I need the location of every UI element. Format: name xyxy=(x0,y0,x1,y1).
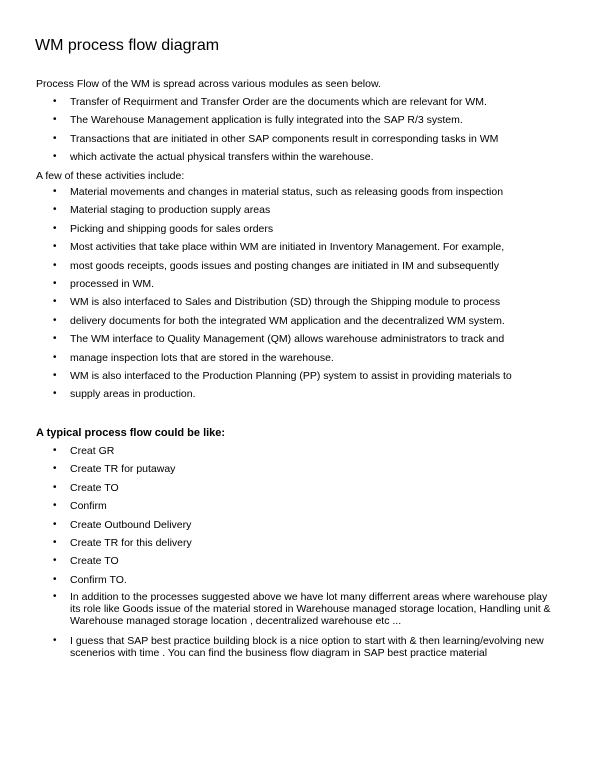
list-item: • Material movements and changes in material status, such as releasing goods from inspection xyxy=(0,183,600,201)
list-item: • supply areas in production. xyxy=(0,385,600,403)
list-item: • In addition to the processes suggested above we have lot many differrent areas where warehouse play its role like Goods issue of the material stored in Warehouse managed storage location, Handling unit & Warehouse managed storage location , decentralized warehouse etc ... xyxy=(0,591,555,627)
list-item: • delivery documents for both the integrated WM application and the decentralized WM system. xyxy=(0,312,600,330)
list-item: • Transactions that are initiated in other SAP components result in corresponding tasks in WM xyxy=(0,130,600,148)
list-item: • processed in WM. xyxy=(0,275,600,293)
list-item: • manage inspection lots that are stored in the warehouse. xyxy=(0,349,600,367)
list-item: • Create TO xyxy=(0,479,600,497)
activities-list xyxy=(0,183,600,404)
list-item: • which activate the actual physical transfers within the warehouse. xyxy=(0,148,600,166)
process-heading: A typical process flow could be like: xyxy=(36,427,226,439)
notes-list xyxy=(0,591,600,667)
list-item: • Create Outbound Delivery xyxy=(0,516,600,534)
list-item: • most goods receipts, goods issues and posting changes are initiated in IM and subsequently xyxy=(0,257,600,275)
list-item: • The WM interface to Quality Management (QM) allows warehouse administrators to track and xyxy=(0,330,600,348)
list-item: • Create TO xyxy=(0,552,600,570)
activities-intro: A few of these activities include: xyxy=(36,170,185,182)
process-steps-list xyxy=(0,442,600,589)
list-item: • Create TR for putaway xyxy=(0,460,600,478)
list-item: • Most activities that take place within WM are initiated in Inventory Management. For example, xyxy=(0,238,600,256)
page-title: WM process flow diagram xyxy=(35,37,220,54)
list-item: • Confirm TO. xyxy=(0,571,600,589)
list-item: • Picking and shipping goods for sales orders xyxy=(0,220,600,238)
list-item: • Create TR for this delivery xyxy=(0,534,600,552)
list-item: • WM is also interfaced to the Production Planning (PP) system to assist in providing materials to xyxy=(0,367,600,385)
list-item: • Transfer of Requirment and Transfer Order are the documents which are relevant for WM. xyxy=(0,93,600,111)
list-item: • Material staging to production supply areas xyxy=(0,201,600,219)
list-item: • Confirm xyxy=(0,497,600,515)
list-item: • WM is also interfaced to Sales and Distribution (SD) through the Shipping module to process xyxy=(0,293,600,311)
intro-paragraph: Process Flow of the WM is spread across various modules as seen below. xyxy=(36,78,381,90)
list-item: • The Warehouse Management application is fully integrated into the SAP R/3 system. xyxy=(0,111,600,129)
list-item: • I guess that SAP best practice building block is a nice option to start with & then learning/evolving new scenerios with time . You can find the business flow diagram in SAP best practice material xyxy=(0,635,555,659)
intro-bullet-list xyxy=(0,93,600,167)
list-item: • Creat GR xyxy=(0,442,600,460)
